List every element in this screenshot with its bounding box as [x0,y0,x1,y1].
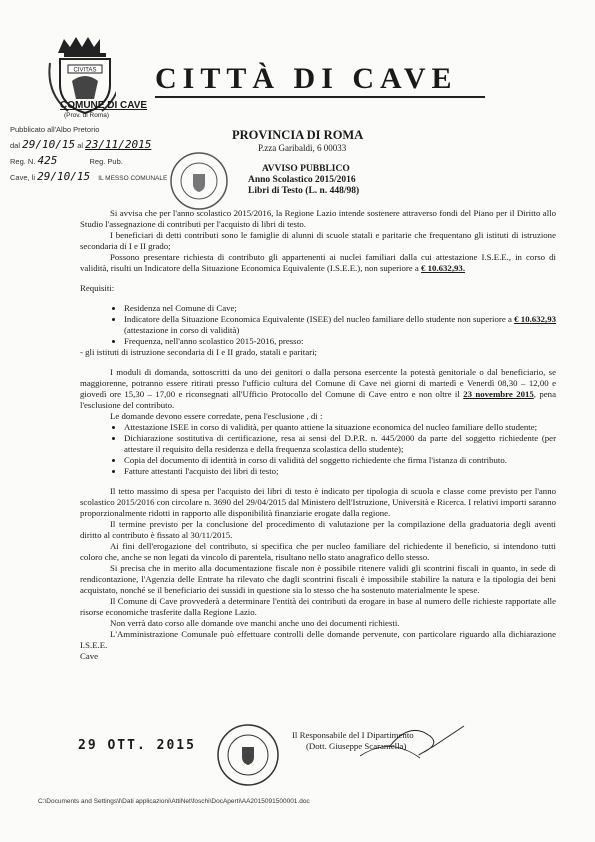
comune-seal-icon [168,150,230,212]
paragraph-2: I beneficiari di detti contributi sono le famiglie di alunni di scuole statali e paritarie che frequentano gli istituti di istruzione secondaria di I e II grado; [80,230,556,251]
paragraph-6: Il tetto massimo di spesa per l'acquisto dei libri di testo è indicato per tipologia di scuola e classe come previsto per l'anno scolastico 2015/2016 con circolare n. 3690 del 29/04/2015 dal Ministero dell'Istruzione, Università e Ricerca. I relativi importi saranno proporzionalmente ridotti in rapporto alle disponibilità finanziarie erogate dalla regione. [80,486,556,518]
document-body [80,208,556,662]
notice-heading [248,164,359,197]
albo-reg-value: 425 [37,154,58,167]
albo-cave-value: 29/10/15 [37,170,91,183]
footer-file-path: C:\Documents and Settings\l\Dati applicazioni\AttiNet\foschi\DocAperti\AA2015091500001.doc [38,798,310,805]
address: P.zza Garibaldi, 6 00033 [258,143,347,153]
p3-amount: € 10.632,93. [421,263,466,273]
albo-line1 [10,122,220,137]
comune-prov: (Prov. di Roma) [64,112,110,119]
albo-reg-label: Reg. N. [10,157,36,166]
req2-text: Indicatore della Situazione Economica Equivalente (ISEE) del nucleo familiare dello studente non superiore a [124,314,512,324]
albo-to-value: 23/11/2015 [85,138,152,151]
province-heading: PROVINCIA DI ROMA [232,128,364,142]
paragraph-8: Ai fini dell'erogazione del contributo, si specifica che per nucleo familiare del richiedente il beneficio, si intendono tutti coloro che, anche se non legati da vincolo di parentela, risultano nello stato anagrafico dello stesso. [80,541,556,562]
p4-text: I moduli di domanda, sottoscritti da uno dei genitori o dalla persona esercente la potestà genitoriale o dal beneficiario, se maggiorenne, potranno essere ritirati presso l'ufficio cultura del Comune di Cave nei giorni di martedì e Venerdì 08,30 – 12,00 e giovedì ore 15,30 – 17,00 e riconsegnati all'Ufficio Protocollo del Comune di Cave entro e non oltre il [80,367,556,399]
comune-round-stamp-icon [215,722,281,788]
comune-stamp: COMUNE DI CAVE [60,100,148,111]
date-stamp: 29 OTT. 2015 [78,738,196,753]
doc-item: • Dichiarazione sostitutiva di certificazione, resa ai sensi del D.P.R. n. 445/2000 da parte del soggetto richiedente (per attestare il requisito della residenza e della frequenza scolastica dello studente); [124,433,556,455]
req-item [124,314,556,336]
place: Cave [80,651,99,661]
p4-post: , pena l'esclusione del contributo. [80,389,556,410]
title-rule [155,96,485,98]
notice-title: AVVISO PUBBLICO [262,164,350,174]
albo-label: Pubblicato all'Albo Pretorio [10,125,100,134]
p3-text: Possono presentare richiesta di contributo gli appartenenti ai nuclei familiari dalla cui attestazione I.S.E.E., in corso di validità, risulti un Indicatore della Situazione Economica Equivalente (I.S.E.E.), non superiore a [80,252,556,273]
req-item: • Frequenza, nell'anno scolastico 2015-2016, presso: [124,336,556,347]
paragraph-4 [80,367,556,411]
albo-reg-pub: Reg. Pub. [89,157,123,166]
paragraph-10: Il Comune di Cave provvederà a determinare l'entità dei contributi da erogare in base al numero delle richieste rapportate alle risorse economiche trasferite dalla Regione Lazio. [80,596,556,617]
paragraph-5: Le domande devono essere corredate, pena l'esclusione , di : [110,411,323,421]
documents-list [80,422,556,477]
notice-year: Anno Scolastico 2015/2016 [248,175,356,185]
signature-role: Il Responsabile del I Dipartimento [292,730,414,740]
albo-to-label: al [77,141,84,150]
req2-post: (attestazione in corso di validità) [124,325,240,335]
paragraph-11: Non verrà dato corso alle domande ove manchi anche uno dei documenti richiesti. [110,618,400,628]
albo-from-label: dal [10,141,21,150]
svg-text:CIVITAS: CIVITAS [73,67,97,74]
paragraph-3 [80,252,556,274]
albo-from-value: 29/10/15 [22,138,76,151]
req3-sub: - gli istituti di istruzione secondaria di I e II grado, statali e paritari; [80,347,317,357]
paragraph-9: Si precisa che in merito alla documentazione fiscale non è possibile ritenere validi gli scontrini fiscali in quanto, in sede di rendicontazione, l'Agenzia delle Entrate ha rilevato che dagli scontrini fiscali è impossibile stabilire la natura e la tipologia dei beni acquistato, nonché se il beneficiario dei sussidi in questione sia lo stesso che ha sostenuto materialmente le spese. [80,563,556,595]
paragraph-12: L'Amministrazione Comunale può effettuare controlli delle domande pervenute, con particolare riguardo alla dichiarazione I.S.E.E. [80,629,556,650]
city-title: CITTÀ DI CAVE [155,62,458,95]
doc-item: • Attestazione ISEE in corso di validità, per quanto attiene la situazione economica del nucleo familiare dello studente; [124,422,556,433]
signature-name: (Dott. Giuseppe Scaramella) [306,741,407,751]
signature-block [292,730,414,752]
notice-law: Libri di Testo (L. n. 448/98) [248,186,360,196]
requisiti-label: Requisiti: [80,283,115,293]
requisiti-list [80,303,556,347]
p4-date: 23 novembre 2015 [463,389,534,399]
doc-item: • Fatture attestanti l'acquisto dei libri di testo; [124,466,556,477]
req2-amount: € 10.632,93 [514,314,556,324]
albo-messo: IL MESSO COMUNALE [98,175,168,182]
paragraph-1: Si avvisa che per l'anno scolastico 2015/2016, la Regione Lazio intende sostenere attraverso fondi del Piano per il Diritto allo Studio l'assegnazione di contributi per l'acquisto di libri di testo. [80,208,556,229]
doc-item: • Copia del documento di identità in corso di validità del soggetto richiedente che firma l'istanza di contributo. [124,455,556,466]
paragraph-7: Il termine previsto per la conclusione del procedimento di valutazione per la compilazione della graduatoria degli aventi diritto al contributo è fissato al 30/11/2015. [80,519,556,540]
albo-cave-label: Cave, li [10,173,36,182]
req-item: • Residenza nel Comune di Cave; [124,303,556,314]
